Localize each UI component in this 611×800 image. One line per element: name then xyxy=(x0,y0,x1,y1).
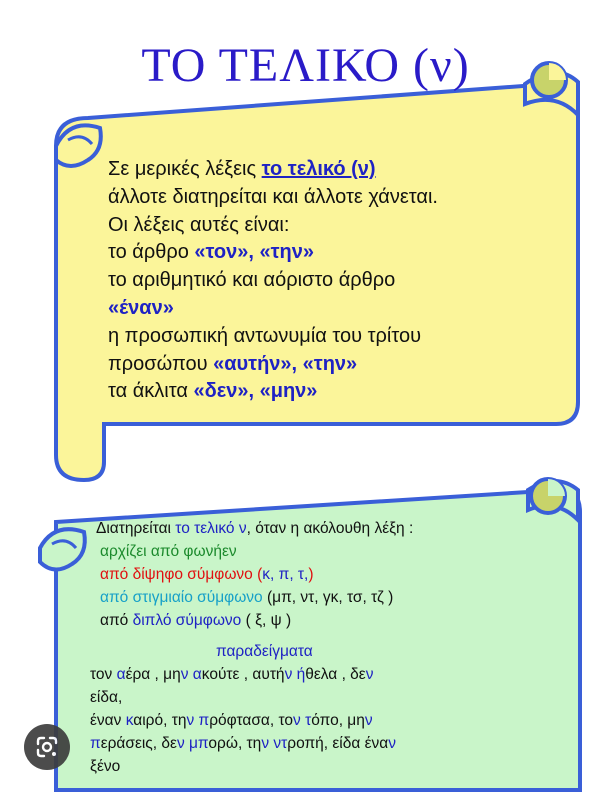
text-fragment: έρα , μη xyxy=(125,666,181,683)
text-fragment: ν xyxy=(261,735,270,752)
example-line: ξένο xyxy=(90,758,121,775)
example-line: είδα, xyxy=(90,689,123,706)
emphasis-indeclinables: «δεν», «μην» xyxy=(193,380,318,403)
text-fragment: προσώπου xyxy=(108,352,214,375)
text-fragment: θελα , δε xyxy=(305,666,366,683)
text-fragment: α xyxy=(192,666,202,683)
text-fragment: ρόφτασα, το xyxy=(209,712,294,729)
text-fragment: ν xyxy=(186,712,195,729)
text-fragment: έναν xyxy=(90,712,126,729)
text-fragment: π xyxy=(90,735,101,752)
text-fragment: π xyxy=(198,712,210,729)
scroll-2-text xyxy=(90,517,516,778)
text-line xyxy=(96,517,516,540)
text-fragment: ν xyxy=(180,666,189,683)
text-fragment: ντ xyxy=(273,735,288,752)
text-fragment: ν xyxy=(293,712,301,729)
scroll-1-text xyxy=(108,156,558,406)
text-fragment: τα άκλιτα xyxy=(108,380,194,403)
text-line xyxy=(108,351,558,379)
text-fragment: ν xyxy=(364,712,373,729)
text-line: Οι λέξεις αυτές είναι: xyxy=(108,213,290,236)
text-fragment: διπλό σύμφωνο xyxy=(132,612,242,629)
text-line xyxy=(108,239,558,267)
text-fragment: ν xyxy=(365,666,374,683)
emphasis-pronouns: «αυτήν», «την» xyxy=(213,352,358,375)
example-line xyxy=(90,663,516,686)
text-fragment: ν xyxy=(388,735,397,752)
text-fragment: το τελικό ν xyxy=(175,520,247,537)
text-fragment: τον xyxy=(90,666,117,683)
text-fragment: από xyxy=(100,612,133,629)
google-lens-button[interactable] xyxy=(24,724,70,770)
text-fragment: , όταν η ακόλουθη λέξη : xyxy=(246,520,414,537)
text-fragment: τ xyxy=(305,712,312,729)
text-fragment: κ xyxy=(125,712,134,729)
examples-heading: παραδείγματα xyxy=(216,643,313,660)
rule-double-consonant xyxy=(96,609,516,632)
example-line xyxy=(90,732,516,755)
text-fragment: εράσεις, δε xyxy=(100,735,177,752)
text-fragment: όπο, μη xyxy=(311,712,365,729)
example-line xyxy=(90,709,516,732)
text-line: άλλοτε διατηρείται και άλλοτε χάνεται. xyxy=(108,185,438,208)
rule-plosive xyxy=(96,586,516,609)
text-fragment: Σε μερικές λέξεις xyxy=(108,158,262,180)
text-line: το αριθμητικό και αόριστο άρθρο xyxy=(108,269,396,292)
text-line xyxy=(108,378,558,406)
rule-digraph xyxy=(96,563,516,586)
emphasis-final-n: το τελικό (ν) xyxy=(261,158,376,180)
text-fragment: αιρό, τη xyxy=(133,712,187,729)
google-lens-icon xyxy=(35,735,59,759)
emphasis-enan: «έναν» xyxy=(108,296,174,319)
text-fragment: (μπ, ντ, γκ, τσ, τζ ) xyxy=(266,589,394,606)
text-fragment: ροπή, είδα ένα xyxy=(287,735,389,752)
rule-vowel: αρχίζει από φωνήεν xyxy=(100,543,237,560)
text-fragment: μπ xyxy=(189,735,209,752)
text-line xyxy=(108,156,558,184)
text-fragment: από δίψηφο σύμφωνο ( xyxy=(100,566,263,583)
text-fragment: ) xyxy=(308,566,314,583)
text-fragment: το άρθρο xyxy=(108,241,195,264)
text-fragment: α xyxy=(116,666,126,683)
text-fragment: ν xyxy=(176,735,185,752)
text-fragment: από στιγμιαίο σύμφωνο xyxy=(100,589,267,606)
text-fragment: Διατηρείται xyxy=(96,520,176,537)
text-line: η προσωπική αντωνυμία του τρίτου xyxy=(108,324,422,347)
text-fragment: ( ξ, ψ ) xyxy=(241,612,292,629)
text-fragment: κ, π, τ, xyxy=(262,566,309,583)
text-fragment: ορώ, τη xyxy=(208,735,262,752)
text-fragment: ή xyxy=(296,666,306,683)
text-fragment: κούτε , αυτή xyxy=(201,666,285,683)
page-title: ΤΟ ΤΕΛΙΚΟ (ν) xyxy=(141,39,470,92)
text-fragment: ν xyxy=(284,666,293,683)
emphasis-articles: «τον», «την» xyxy=(194,241,315,264)
